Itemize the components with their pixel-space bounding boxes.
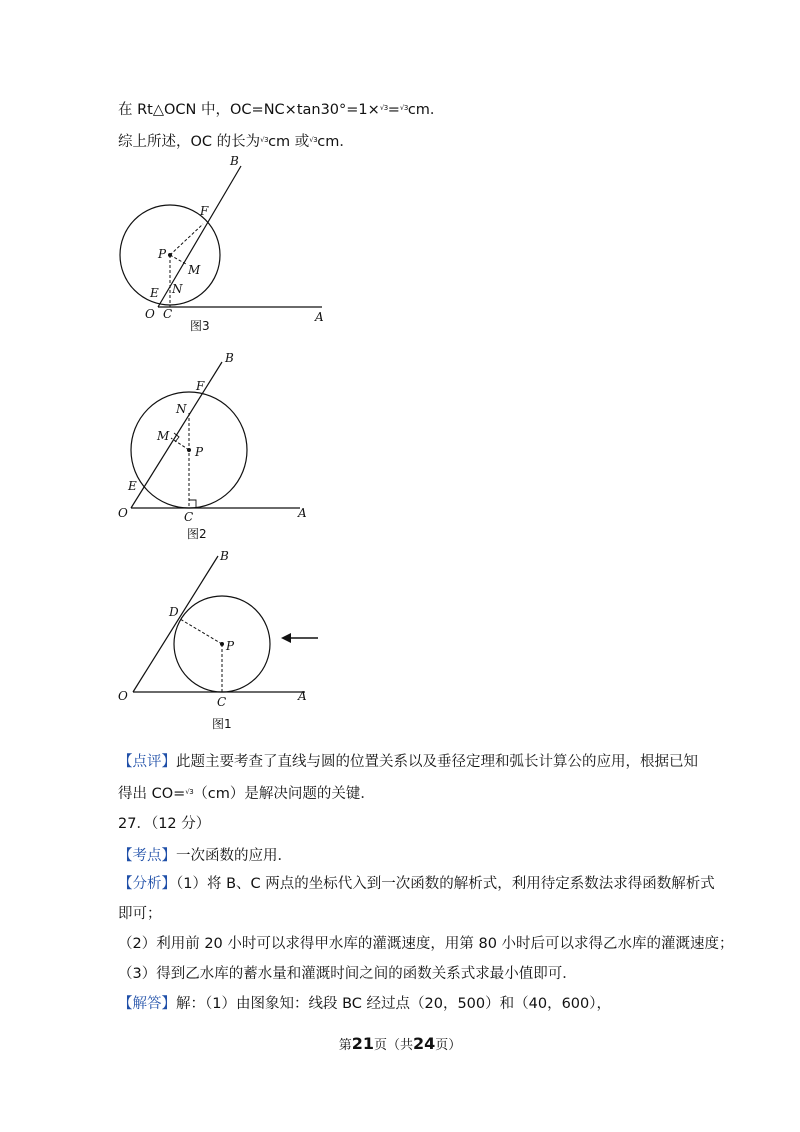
figure-3-caption: 图3 bbox=[190, 319, 210, 333]
comment-line-1: 【点评】此题主要考查了直线与圆的位置关系以及垂径定理和弧长计算公的应用，根据已知 bbox=[118, 754, 698, 770]
label-N: N bbox=[176, 402, 187, 416]
fenxi-line-1: 【分析】（1）将 B、C 两点的坐标代入到一次函数的解析式，利用待定系数法求得函数解析式 bbox=[118, 876, 715, 892]
label-F: F bbox=[196, 379, 205, 393]
total-pages: 24 bbox=[413, 1034, 436, 1053]
text-line-1: 在 Rt△OCN 中，OC=NC×tan30°=1×$^{√3}$=$^{√3}$cm． bbox=[118, 102, 445, 118]
fraction-value: √3 bbox=[260, 136, 269, 144]
fenxi-line-4: （3）得到乙水库的蓄水量和灌溉时间之间的函数关系式求最小值即可． bbox=[118, 966, 577, 982]
question-27-header: 27．（12 分） bbox=[118, 816, 211, 832]
label-B: B bbox=[220, 549, 229, 563]
page-footer: 第21页（共24页） bbox=[338, 1034, 462, 1053]
label-B: B bbox=[225, 351, 234, 365]
label-O: O bbox=[145, 307, 155, 321]
figure-3 bbox=[120, 154, 324, 333]
fraction-sqrt3-over-3: √3 bbox=[399, 104, 408, 112]
label-C: C bbox=[184, 510, 194, 524]
label-F: F bbox=[200, 204, 209, 218]
label-C: C bbox=[217, 695, 227, 709]
jieda-tag: 【解答】 bbox=[118, 996, 176, 1012]
fraction-sqrt3-over-3: √3 bbox=[379, 104, 388, 112]
fenxi-tag: 【分析】 bbox=[118, 876, 176, 892]
label-O: O bbox=[118, 506, 128, 520]
page-number: 21 bbox=[351, 1034, 374, 1053]
figure-2 bbox=[118, 351, 307, 541]
label-P: P bbox=[158, 247, 167, 261]
label-M: M bbox=[188, 263, 201, 277]
label-A: A bbox=[298, 689, 307, 703]
label-A: A bbox=[315, 310, 324, 324]
fraction-value: √3 bbox=[309, 136, 318, 144]
label-A: A bbox=[298, 506, 307, 520]
fraction-value: √3 bbox=[185, 788, 194, 796]
kaodian-tag: 【考点】 bbox=[118, 848, 176, 864]
kaodian-line: 【考点】一次函数的应用． bbox=[118, 848, 292, 864]
label-M: M bbox=[157, 429, 170, 443]
figure-2-caption: 图2 bbox=[187, 527, 207, 541]
label-P: P bbox=[195, 445, 204, 459]
label-P: P bbox=[226, 639, 235, 653]
comment-line-2: 得出 CO=$^{√3}$（cm）是解决问题的关键． bbox=[118, 786, 375, 802]
text-line-2: 综上所述，OC 的长为$^{√3}$cm 或$^{√3}$cm． bbox=[118, 134, 354, 150]
fenxi-line-3: （2）利用前 20 小时可以求得甲水库的灌溉速度，用第 80 小时后可以求得乙水库的灌溉速度； bbox=[118, 936, 734, 952]
label-B: B bbox=[230, 154, 239, 168]
label-D: D bbox=[169, 605, 179, 619]
arrowhead-icon bbox=[281, 633, 291, 643]
label-C: C bbox=[163, 307, 173, 321]
comment-tag: 【点评】 bbox=[118, 754, 176, 770]
label-E: E bbox=[128, 479, 137, 493]
jieda-line-1: 【解答】解：（1）由图象知：线段 BC 经过点（20，500）和（40，600）， bbox=[118, 996, 612, 1012]
label-E: E bbox=[150, 286, 159, 300]
fenxi-line-2: 即可； bbox=[118, 906, 162, 922]
label-N: N bbox=[172, 282, 183, 296]
label-O: O bbox=[118, 689, 128, 703]
figure-1-caption: 图1 bbox=[212, 717, 232, 731]
figure-1 bbox=[118, 549, 318, 731]
